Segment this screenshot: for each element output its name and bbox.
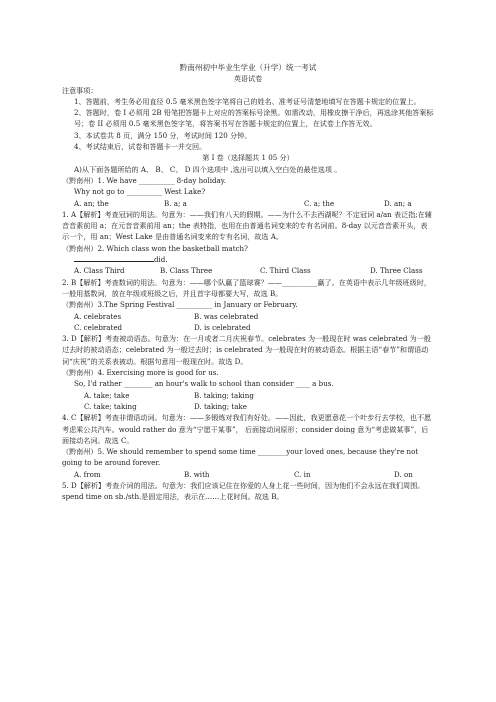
notice-item: 1、答题前，考生务必用直径 0.5 毫米黑色签字笔将自己的姓名、准考证号清楚地填写在答题卡规定的位置上。 xyxy=(74,96,421,106)
option-c: C. take; taking xyxy=(84,401,137,411)
question-2-options xyxy=(62,265,434,276)
option-b: B. with xyxy=(184,469,210,479)
option-b: B. a; a xyxy=(164,198,187,208)
option-c: C. in xyxy=(294,469,311,479)
option-a: A. an; the xyxy=(74,198,109,208)
option-d: D. is celebrated xyxy=(194,322,251,332)
notice-item: 3、本试卷共 8 页，满分 150 分，考试时间 120 分钟。 xyxy=(74,130,252,140)
question-4-explanation: 4. C【解析】考查非谓语动词。句意为：——多锻炼对我们有好处。——因此，我更愿意花一个叶步行去学校，也不愿考虑乘公共汽车。would rather do 意为“宁愿干某事”， 后面接动词原形；consider doing 意为“考虑做某事”，后面接动名词。故选 C。 xyxy=(62,413,432,445)
exam-page xyxy=(62,62,434,503)
exam-subtitle: 英语试卷 xyxy=(233,74,263,84)
option-a: A. Class Third xyxy=(74,266,125,276)
option-a: A. celebrates xyxy=(74,311,122,321)
question-3-options-row1 xyxy=(62,311,434,322)
question-3-stem: （黔南州）3.The Spring Festival __________ in January or February. xyxy=(62,300,298,310)
question-2-line2-wrap xyxy=(62,254,434,265)
section-heading: 第 I 卷（选择题共 1 05 分） xyxy=(202,153,294,163)
question-4-line2: So, I'd rather ________ an hour's walk to school than consider ____ a bus. xyxy=(74,379,334,389)
answer-blank xyxy=(74,254,154,262)
question-3-options-row2 xyxy=(62,322,434,333)
notice-item: 2、答题时，卷 I 必须用 2B 铅笔把答题卡上对应的答案标号涂黑。如需改动，用橡皮擦干净后，再选涂其他答案标号；卷 II 必须用 0.5 毫米黑色签字笔，将答案书写在答题卡规定的位置上，在试卷上作答无效。 xyxy=(74,108,434,129)
option-d: D. taking; take xyxy=(194,401,247,411)
question-4-options-row2 xyxy=(62,401,434,412)
option-d: D. Three Class xyxy=(370,266,423,276)
option-d: D. an; a xyxy=(384,198,412,208)
option-a: A. take; take xyxy=(84,390,130,400)
question-1-explanation: 1. A【解析】考查冠词的用法。句意为：——我们有八天的假期。——为什么不去西湖呢？不定冠词 a/an 表泛指;在辅音音素前用 a；在元音音素前用 an；the 表特指，也用在由普通名词变来的专有名词前。8-day 以元音音素开头，表示一个，用 an；West Lake 是由普通名词变来的专有名词，故选 A。 xyxy=(62,209,432,242)
question-5-stem: （黔南州）5. We should remember to spend some time ________your loved ones, because they're not going to be around forever. xyxy=(62,447,419,468)
option-b: B. taking; taking xyxy=(194,390,254,400)
option-c: C. celebrated xyxy=(74,322,123,332)
question-3-explanation: 3. D【解析】考查被动语态。句意为：在一月或者二月庆祝春节。celebrates 为一般现在时 was celebrated 为一般过去时的被动语态；celebrated 为一般过去时；is celebrated 为一般现在时的被动语态。根据主语“春节”和谓语动词“庆祝”的关系表被动。根据句意用一般现在时。故选 D。 xyxy=(62,334,431,366)
option-d: D. on xyxy=(394,469,413,479)
question-2-stem: （黔南州）2. Which class won the basketball match? xyxy=(62,243,248,253)
notice-item: 4、考试结束后，试卷和答题卡一并交回。 xyxy=(74,142,207,152)
option-c: C. a; the xyxy=(304,198,335,208)
option-a: A. from xyxy=(74,469,101,479)
notice-heading: 注意事项： xyxy=(62,85,98,95)
question-2-explanation: 2. B【解析】考查数词的用法。句意为：——哪个队赢了篮球赛？——__________赢了。在英语中表示几年级班级时，一般用基数词，放在年级或班级之后，并且首字母都要大写，故选 B。 xyxy=(62,277,431,298)
part-a-instruction: A)从下面各题所给的 A、 B、 C、 D 四个选项中 ,选出可以填入空白处的最佳选项 。 xyxy=(74,164,342,174)
question-5-explanation: 5. D【解析】考查介词的用法。句意为：我们应该记住在你爱的人身上花一些时间，因为他们不会永远在我们周围。spend time on sb./sth.是固定用法，表示在……上花时间。故选 B。 xyxy=(62,480,425,502)
option-c: C. Third Class xyxy=(260,266,311,276)
question-1-options xyxy=(62,198,434,209)
question-1-stem: （黔南州）1. We have __________ 8-day holiday. xyxy=(62,175,227,185)
question-2-line2: did. xyxy=(154,255,168,265)
exam-title: 黔南州初中毕业生学业（升学）统一考试 xyxy=(179,63,317,72)
question-1-line2: Why not go to __________ West Lake? xyxy=(74,187,206,197)
option-b: B. was celebrated xyxy=(194,311,259,321)
question-5-options xyxy=(62,469,434,480)
option-b: B. Class Three xyxy=(160,266,213,276)
question-4-stem: （黔南州）4. Exercising more is good for us. xyxy=(62,368,219,378)
question-4-options-row1 xyxy=(62,390,434,401)
